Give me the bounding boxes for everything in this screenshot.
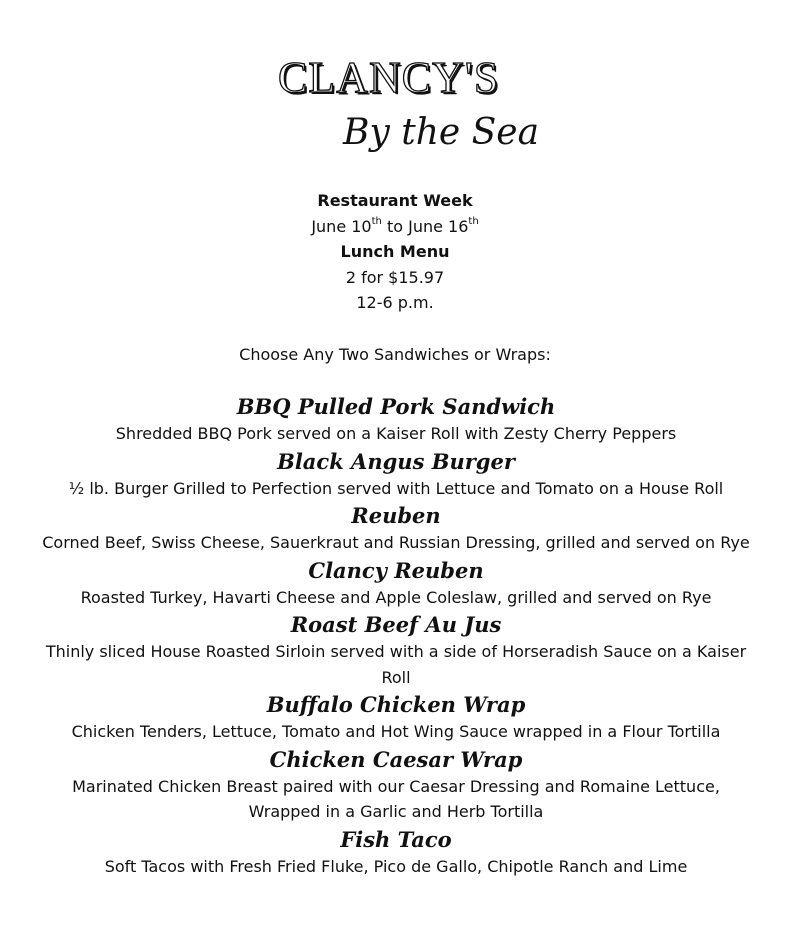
menu-item <box>38 690 754 745</box>
item-name: Fish Taco <box>340 826 452 852</box>
item-description: Thinly sliced House Roasted Sirloin served with a side of Horseradish Sauce on a Kaiser Roll <box>45 642 747 687</box>
date-end-suffix: th <box>468 216 479 228</box>
menu-item <box>38 447 754 502</box>
price: 2 for $15.97 <box>345 267 445 287</box>
hours: 12-6 p.m. <box>356 293 434 312</box>
item-description: ½ lb. Burger Grilled to Perfection served with Lettuce and Tomato on a House Roll <box>68 478 724 498</box>
logo-subtitle: By the Sea <box>343 112 540 153</box>
item-description: Chicken Tenders, Lettuce, Tomato and Hot Wing Sauce wrapped in a Flour Tortilla <box>71 722 721 741</box>
item-name: Black Angus Burger <box>277 448 515 474</box>
menu-item <box>38 501 754 556</box>
item-name: BBQ Pulled Pork Sandwich <box>236 394 556 419</box>
event-info <box>0 188 790 316</box>
menu-list <box>38 392 754 879</box>
item-name: Buffalo Chicken Wrap <box>266 692 526 717</box>
menu-item <box>38 745 754 825</box>
menu-item <box>38 610 754 690</box>
event-dates <box>0 214 790 240</box>
date-start-suffix: th <box>371 216 382 228</box>
item-description: Soft Tacos with Fresh Fried Fluke, Pico de Gallo, Chipotle Ranch and Lime <box>104 856 688 876</box>
menu-title: Lunch Menu <box>340 242 450 261</box>
event-title: Restaurant Week <box>317 191 473 210</box>
restaurant-logo <box>0 0 790 170</box>
instruction-text: Choose Any Two Sandwiches or Wraps: <box>239 345 551 364</box>
logo-title: CLANCY'S <box>278 53 500 102</box>
menu-item <box>38 825 754 880</box>
item-description: Roasted Turkey, Havarti Cheese and Apple Coleslaw, grilled and served on Rye <box>80 587 712 607</box>
item-name: Reuben <box>351 503 441 528</box>
menu-item <box>38 392 754 447</box>
item-name: Clancy Reuben <box>308 557 484 583</box>
item-name: Chicken Caesar Wrap <box>269 746 523 772</box>
item-description: Marinated Chicken Breast paired with our Caesar Dressing and Romaine Lettuce, Wrapped in a Garlic and Herb Tortilla <box>72 776 720 821</box>
menu-item <box>38 556 754 611</box>
date-start: June 10 <box>311 216 372 236</box>
item-description: Shredded BBQ Pork served on a Kaiser Roll with Zesty Cherry Peppers <box>115 424 677 443</box>
date-connector: to June 16 <box>381 216 469 236</box>
item-description: Corned Beef, Swiss Cheese, Sauerkraut and Russian Dressing, grilled and served on Rye <box>42 533 750 552</box>
item-name: Roast Beef Au Jus <box>290 612 502 637</box>
